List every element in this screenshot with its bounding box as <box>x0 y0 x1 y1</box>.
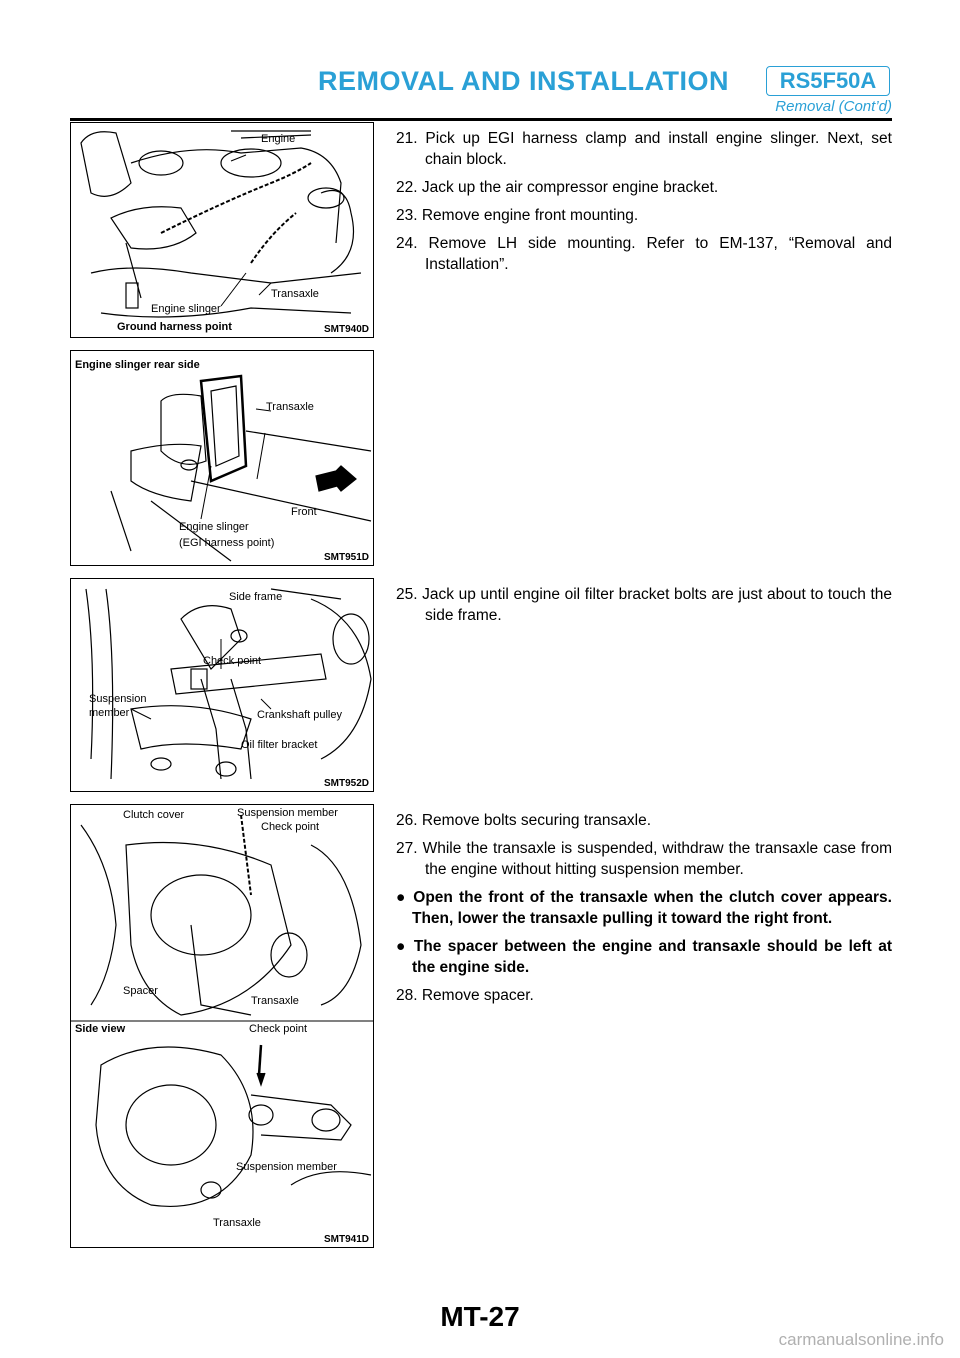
header-rule <box>70 118 892 121</box>
note-text: Open the front of the transaxle when the clutch cover appears. Then, lower the transaxle pulling it toward the right front. <box>412 889 892 927</box>
note-text: The spacer between the engine and transaxle should be left at the engine side. <box>412 938 892 976</box>
step-22: 22. Jack up the air compressor engine bracket. <box>396 179 719 196</box>
illustration-engine-chain <box>71 123 374 338</box>
step-21: 21. Pick up EGI harness clamp and install engine slinger. Next, set chain block. <box>396 130 892 168</box>
model-badge: RS5F50A <box>766 66 890 96</box>
figure-title: Engine slinger rear side <box>75 359 200 371</box>
figure-id: SMT951D <box>323 552 369 563</box>
watermark: carmanualsonline.info <box>778 1330 944 1349</box>
label-engine-slinger: Engine slinger <box>151 303 221 315</box>
label-transaxle-side: Transaxle <box>213 1217 261 1229</box>
figure-id: SMT940D <box>323 324 369 335</box>
bullet-mark: ● <box>396 889 408 906</box>
section-subtitle: Removal (Cont’d) <box>775 98 892 115</box>
step-26: 26. Remove bolts securing transaxle. <box>396 812 652 829</box>
figure-transaxle-removal <box>70 804 374 1248</box>
label-front: Front <box>291 506 317 518</box>
label-spacer: Spacer <box>123 985 158 997</box>
figure-id: SMT941D <box>323 1234 369 1245</box>
note-spacer <box>396 936 892 978</box>
figure-engine-slinger-install <box>70 122 374 338</box>
label-egi-harness-point: (EGI harness point) <box>179 537 275 549</box>
figure-engine-slinger-rear <box>70 350 374 566</box>
steps-26-28 <box>396 810 892 1013</box>
figure-id: SMT952D <box>323 778 369 789</box>
label-ground-harness: Ground harness point <box>117 321 232 333</box>
step-23: 23. Remove engine front mounting. <box>396 207 639 224</box>
steps-25 <box>396 584 892 633</box>
label-check-point-side: Check point <box>249 1023 308 1035</box>
illustration-slinger-rear <box>71 351 374 566</box>
label-side-frame: Side frame <box>229 591 283 603</box>
illustration-side-frame <box>71 579 374 792</box>
step-27: 27. While the transaxle is suspended, withdraw the transaxle case from the engine without hitting suspension member. <box>396 840 892 878</box>
label-transaxle: Transaxle <box>271 288 319 300</box>
label-crankshaft-pulley: Crankshaft pulley <box>257 709 342 721</box>
bullet-mark: ● <box>396 938 408 955</box>
section-title: REMOVAL AND INSTALLATION <box>318 66 729 96</box>
label-clutch-cover: Clutch cover <box>123 809 185 821</box>
label-engine: Engine <box>261 133 296 145</box>
label-transaxle: Transaxle <box>251 995 299 1007</box>
figure-check-point-side-frame <box>70 578 374 792</box>
label-check-point: Check point <box>261 821 320 833</box>
label-suspension: Suspension <box>89 693 147 705</box>
label-engine-slinger: Engine slinger <box>179 521 249 533</box>
note-open-front <box>396 887 892 929</box>
label-suspension-member-side: Suspension member <box>236 1161 337 1173</box>
label-check-point: Check point <box>203 655 262 667</box>
step-25: 25. Jack up until engine oil filter bracket bolts are just about to touch the side frame. <box>396 586 892 624</box>
label-member: member <box>89 707 130 719</box>
label-oil-filter-bracket: Oil filter bracket <box>241 739 318 751</box>
label-suspension-member: Suspension member <box>237 807 338 819</box>
label-side-view: Side view <box>75 1023 126 1035</box>
step-24: 24. Remove LH side mounting. Refer to EM-137, “Removal and Installation”. <box>396 235 892 273</box>
label-transaxle: Transaxle <box>266 401 314 413</box>
page-number: MT-27 <box>440 1301 520 1332</box>
steps-21-24 <box>396 128 892 282</box>
step-28: 28. Remove spacer. <box>396 987 534 1004</box>
